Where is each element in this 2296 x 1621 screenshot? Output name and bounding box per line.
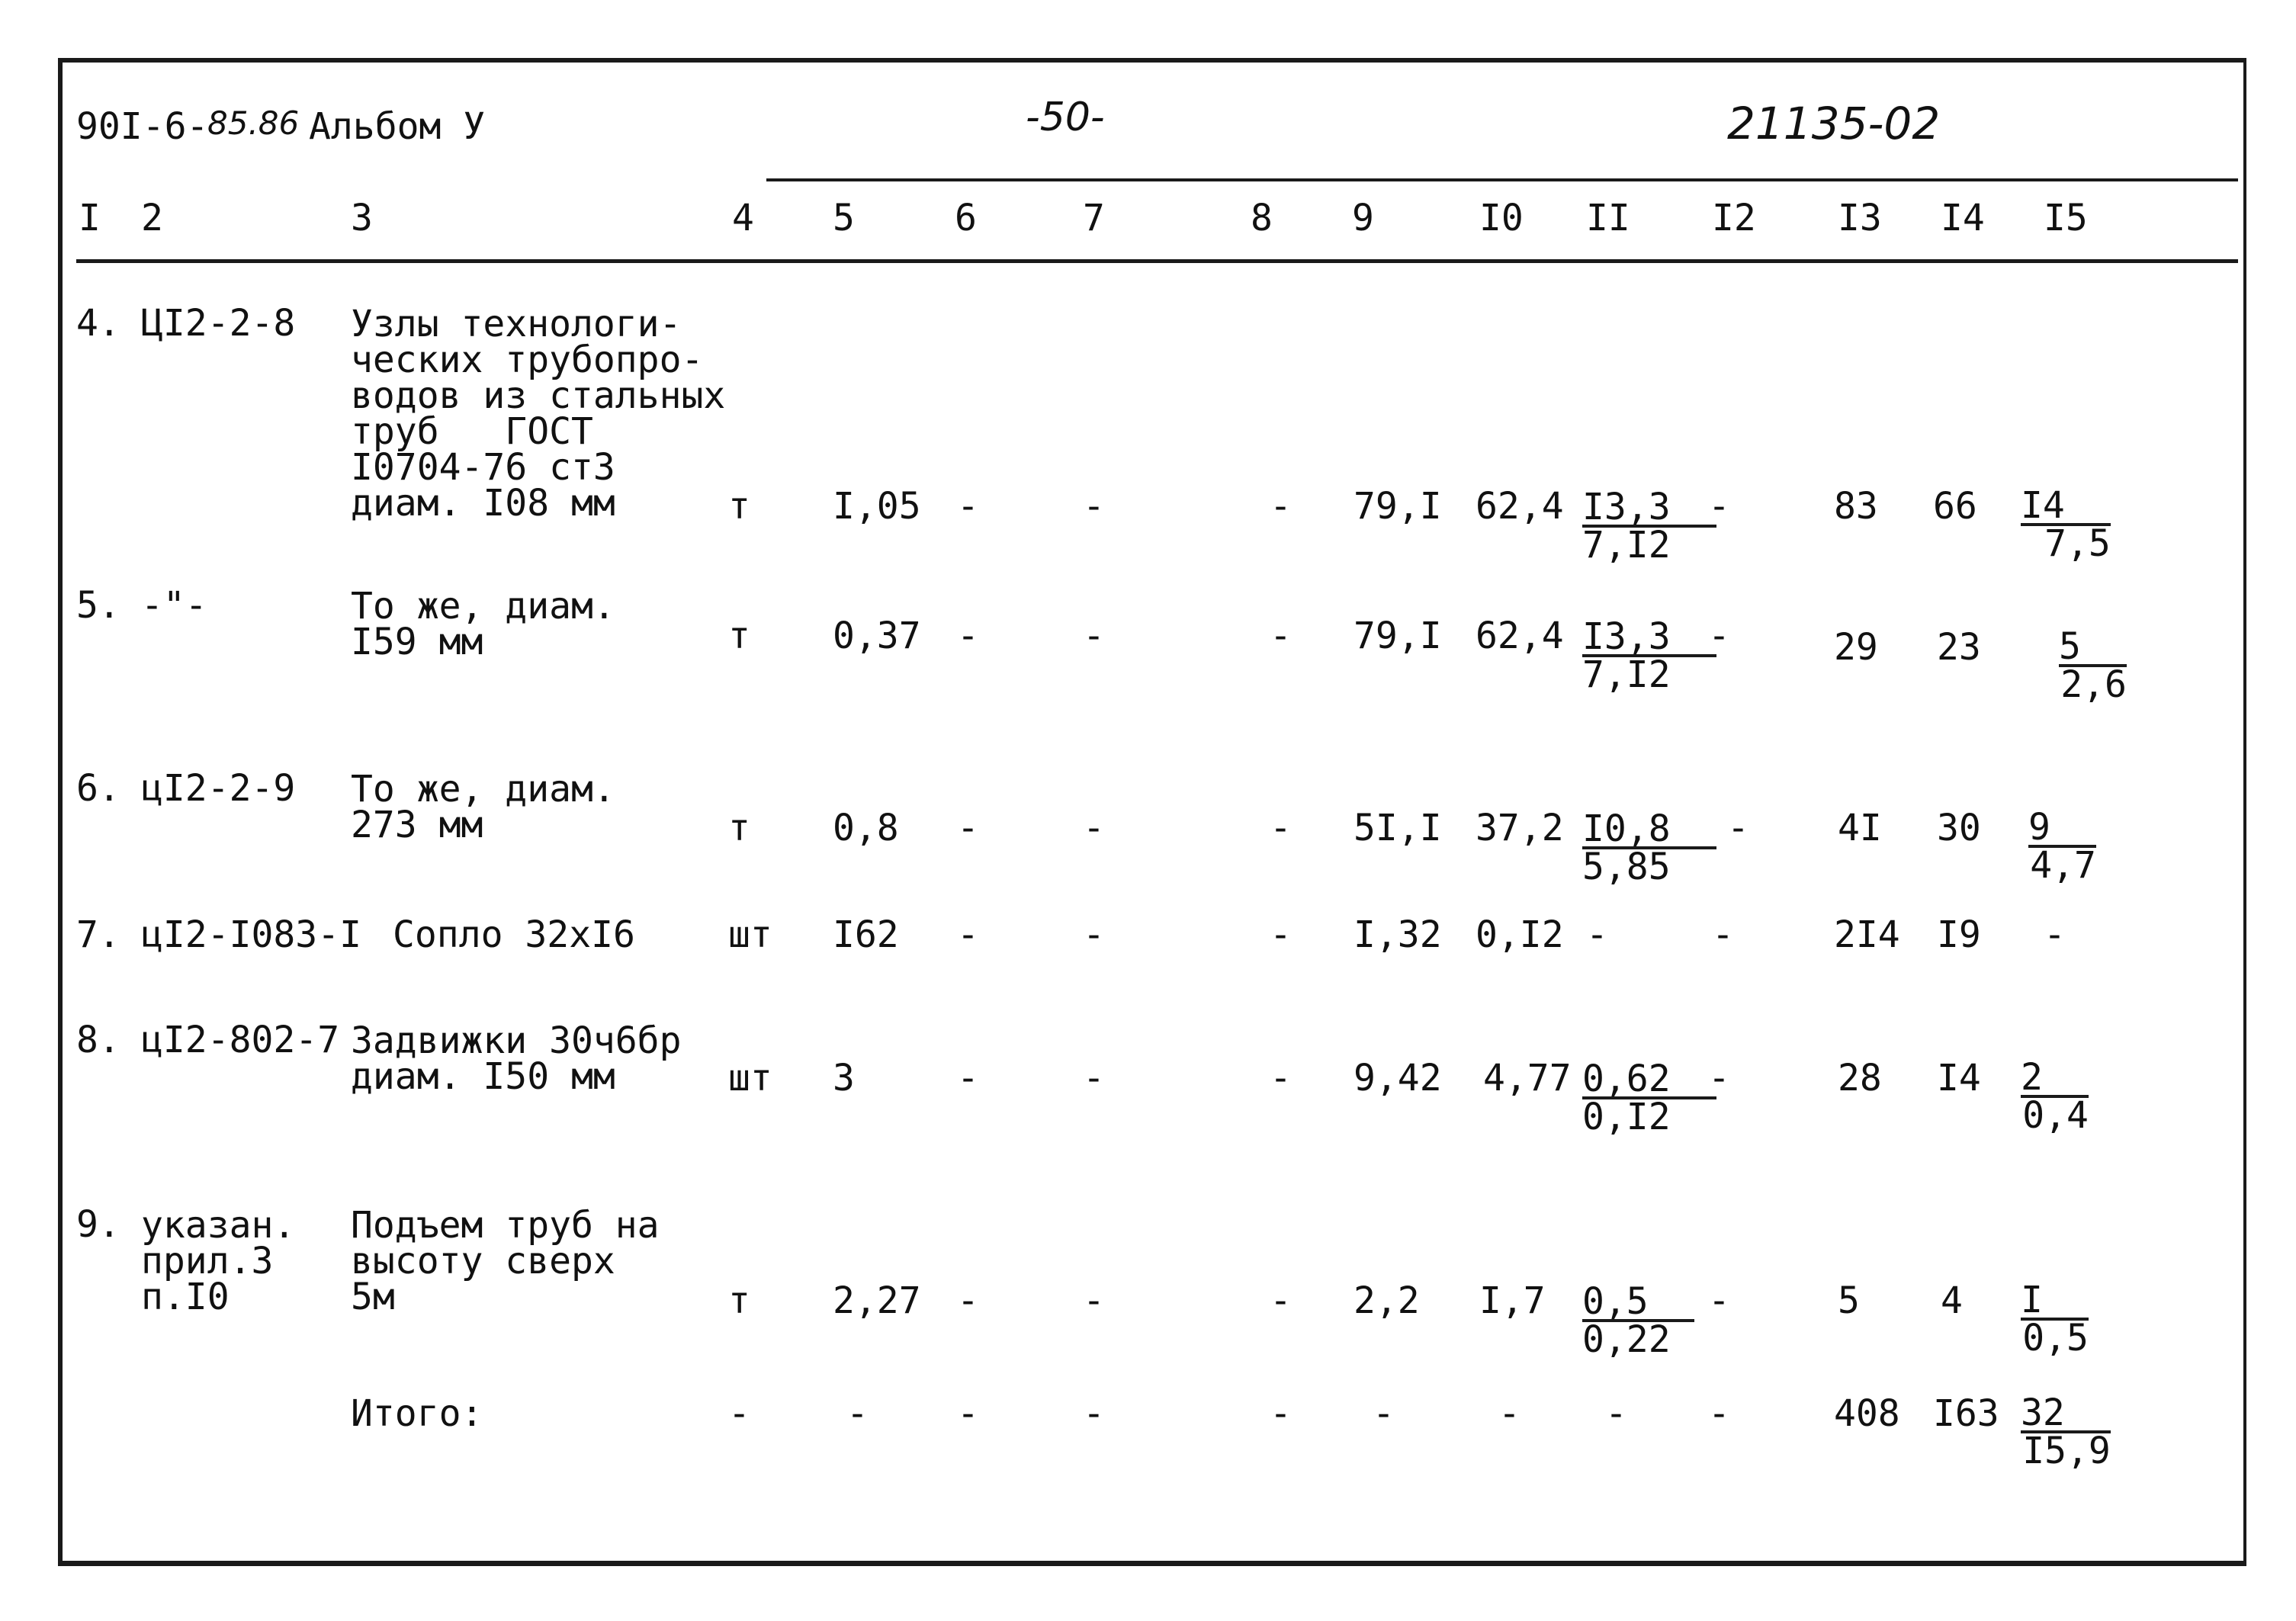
row-col11-fraction xyxy=(1582,486,1716,567)
row-description: То же, диам. I59 мм xyxy=(351,585,615,663)
row-col10: 0,I2 xyxy=(1476,913,1564,956)
row-col8: - xyxy=(1270,1057,1292,1099)
row-col7: - xyxy=(1083,1279,1105,1322)
row-col15-fraction xyxy=(2021,484,2111,565)
row-col13: 29 xyxy=(1834,626,1878,669)
row-col10: 62,4 xyxy=(1476,615,1564,657)
row-unit: т xyxy=(728,807,750,849)
row-col13: 2I4 xyxy=(1834,913,1900,956)
total-dash: - xyxy=(846,1392,869,1435)
col-head-1: I xyxy=(79,197,101,239)
row-col10: 4,77 xyxy=(1483,1057,1572,1099)
row-col14: 30 xyxy=(1937,807,1981,849)
fraction-denominator: 0,22 xyxy=(1582,1318,1671,1361)
total-col15-fraction xyxy=(2021,1391,2111,1472)
row-number: 5. xyxy=(76,584,120,627)
row-col12: - xyxy=(1708,1057,1730,1099)
fraction-numerator: 0,5 xyxy=(1582,1284,1694,1322)
row-col9: 2,2 xyxy=(1354,1279,1420,1322)
fraction-numerator: I3,3 xyxy=(1582,490,1716,528)
fraction-denominator: 5,85 xyxy=(1582,846,1671,888)
row-col11-fraction xyxy=(1582,807,1716,888)
fraction-denominator: 4,7 xyxy=(2030,844,2096,887)
total-dash: - xyxy=(1270,1392,1292,1435)
row-number: 7. xyxy=(76,913,120,956)
row-code: цI2-802-7 xyxy=(141,1019,340,1061)
row-unit: т xyxy=(728,1279,750,1322)
row-number: 9. xyxy=(76,1203,120,1246)
row-number: 4. xyxy=(76,302,120,345)
row-col10: 37,2 xyxy=(1476,807,1564,849)
row-col8: - xyxy=(1270,913,1292,956)
row-code: ЦI2-2-8 xyxy=(141,302,296,345)
row-col5: 2,27 xyxy=(833,1279,921,1322)
fraction-numerator: I xyxy=(2021,1282,2089,1321)
row-col13: 4I xyxy=(1838,807,1882,849)
row-code: -"- xyxy=(141,584,207,627)
row-col15-fraction xyxy=(2028,806,2096,887)
col-head-4: 4 xyxy=(732,197,754,239)
col-head-6: 6 xyxy=(955,197,977,239)
row-col7: - xyxy=(1083,485,1105,528)
row-col5: 0,8 xyxy=(833,807,899,849)
col-head-13: I3 xyxy=(1838,197,1882,239)
row-col8: - xyxy=(1270,615,1292,657)
row-col9: 79,I xyxy=(1354,485,1442,528)
row-col7: - xyxy=(1083,1057,1105,1099)
row-code: указан. прил.3 п.I0 xyxy=(141,1204,296,1318)
total-dash: - xyxy=(1083,1392,1105,1435)
row-col7: - xyxy=(1083,913,1105,956)
total-col14: I63 xyxy=(1933,1392,1999,1435)
row-number: 8. xyxy=(76,1019,120,1061)
row-col11-fraction xyxy=(1582,1058,1716,1138)
row-col8: - xyxy=(1270,807,1292,849)
row-unit: шт xyxy=(728,913,772,956)
fraction-numerator: 2 xyxy=(2021,1060,2089,1098)
row-col6: - xyxy=(957,807,979,849)
col-head-11: II xyxy=(1586,197,1630,239)
total-dash: - xyxy=(957,1392,979,1435)
row-col5: 3 xyxy=(833,1057,855,1099)
row-col7: - xyxy=(1083,807,1105,849)
col-head-5: 5 xyxy=(833,197,855,239)
row-col12: - xyxy=(1708,485,1730,528)
row-code: цI2-2-9 xyxy=(141,767,296,810)
row-col13: 5 xyxy=(1838,1279,1860,1322)
col-head-2: 2 xyxy=(141,197,163,239)
total-label: Итого: xyxy=(351,1392,483,1435)
row-col6: - xyxy=(957,615,979,657)
fraction-denominator: 7,I2 xyxy=(1582,524,1671,567)
row-col14: 4 xyxy=(1941,1279,1963,1322)
row-col6: - xyxy=(957,485,979,528)
row-col6: - xyxy=(957,1279,979,1322)
project-number: 21135-02 xyxy=(1727,98,1941,149)
fraction-numerator: 32 xyxy=(2021,1395,2111,1433)
row-col15-fraction xyxy=(2021,1279,2089,1359)
col-head-9: 9 xyxy=(1352,197,1374,239)
fraction-numerator: I3,3 xyxy=(1582,619,1716,657)
row-col14: 66 xyxy=(1933,485,1977,528)
fraction-denominator: 7,I2 xyxy=(1582,653,1671,696)
fraction-numerator: I4 xyxy=(2021,488,2111,526)
row-description: Подъем труб на высоту сверх 5м xyxy=(351,1204,660,1318)
row-col5: I,05 xyxy=(833,485,921,528)
row-col12: - xyxy=(1712,913,1734,956)
fraction-numerator: I0,8 xyxy=(1582,811,1716,849)
total-dash: - xyxy=(1605,1392,1627,1435)
row-col13: 28 xyxy=(1838,1057,1882,1099)
row-col11-fraction xyxy=(1582,1280,1694,1361)
fraction-denominator: 0,I2 xyxy=(1582,1096,1671,1138)
row-unit: шт xyxy=(728,1057,772,1099)
col-head-15: I5 xyxy=(2044,197,2088,239)
row-code: цI2-I083-I xyxy=(141,913,361,956)
row-col8: - xyxy=(1270,485,1292,528)
row-col9: 79,I xyxy=(1354,615,1442,657)
total-dash: - xyxy=(1373,1392,1395,1435)
col-head-3: 3 xyxy=(351,197,373,239)
fraction-numerator: 9 xyxy=(2028,810,2096,848)
row-col5: I62 xyxy=(833,913,899,956)
row-col6: - xyxy=(957,913,979,956)
col-head-12: I2 xyxy=(1712,197,1756,239)
row-col9: 9,42 xyxy=(1354,1057,1442,1099)
fraction-denominator: 7,5 xyxy=(2044,522,2111,565)
row-col14: I4 xyxy=(1937,1057,1981,1099)
total-dash: - xyxy=(1498,1392,1520,1435)
row-col10: I,7 xyxy=(1479,1279,1546,1322)
row-col12: - xyxy=(1708,1279,1730,1322)
total-col13: 408 xyxy=(1834,1392,1900,1435)
col-head-10: I0 xyxy=(1479,197,1524,239)
row-col5: 0,37 xyxy=(833,615,921,657)
row-description: То же, диам. 273 мм xyxy=(351,768,615,846)
row-unit: т xyxy=(728,485,750,528)
row-col12: - xyxy=(1727,807,1749,849)
fraction-denominator: 2,6 xyxy=(2060,663,2127,706)
fraction-numerator: 5 xyxy=(2059,629,2127,667)
row-col11: - xyxy=(1586,913,1608,956)
row-number: 6. xyxy=(76,767,120,810)
row-col14: I9 xyxy=(1937,913,1981,956)
header-rule-top xyxy=(766,178,2238,181)
row-description: Задвижки 30ч6бр диам. I50 мм xyxy=(351,1019,682,1098)
col-head-14: I4 xyxy=(1941,197,1985,239)
fraction-denominator: I5,9 xyxy=(2022,1430,2111,1472)
row-col10: 62,4 xyxy=(1476,485,1564,528)
row-col11-fraction xyxy=(1582,615,1716,696)
fraction-denominator: 0,4 xyxy=(2022,1094,2089,1137)
row-col15: - xyxy=(2044,913,2066,956)
page-number: -50- xyxy=(1026,95,1105,140)
fraction-numerator: 0,62 xyxy=(1582,1061,1716,1099)
total-dash: - xyxy=(728,1392,750,1435)
row-col9: I,32 xyxy=(1354,913,1442,956)
row-description: Узлы технологи- ческих трубопро- водов из стальных труб ГОСТ I0704-76 ст3 диам. I08 мм xyxy=(351,303,726,525)
row-col15-fraction xyxy=(2021,1056,2089,1137)
row-description: Сопло 32хI6 xyxy=(393,913,635,956)
row-col8: - xyxy=(1270,1279,1292,1322)
row-unit: т xyxy=(728,615,750,657)
col-head-7: 7 xyxy=(1083,197,1105,239)
row-col7: - xyxy=(1083,615,1105,657)
row-col12: - xyxy=(1708,615,1730,657)
album-label: Альбом У xyxy=(309,105,486,148)
row-col15-fraction xyxy=(2059,625,2127,706)
row-col13: 83 xyxy=(1834,485,1878,528)
row-col6: - xyxy=(957,1057,979,1099)
fraction-denominator: 0,5 xyxy=(2022,1317,2089,1359)
doc-code: 90I-6- xyxy=(76,105,209,148)
header-rule-bottom xyxy=(76,259,2238,263)
col-head-8: 8 xyxy=(1251,197,1273,239)
total-dash: - xyxy=(1708,1392,1730,1435)
row-col9: 5I,I xyxy=(1354,807,1442,849)
row-col14: 23 xyxy=(1937,626,1981,669)
doc-code-handwritten: 85.86 xyxy=(207,104,300,142)
